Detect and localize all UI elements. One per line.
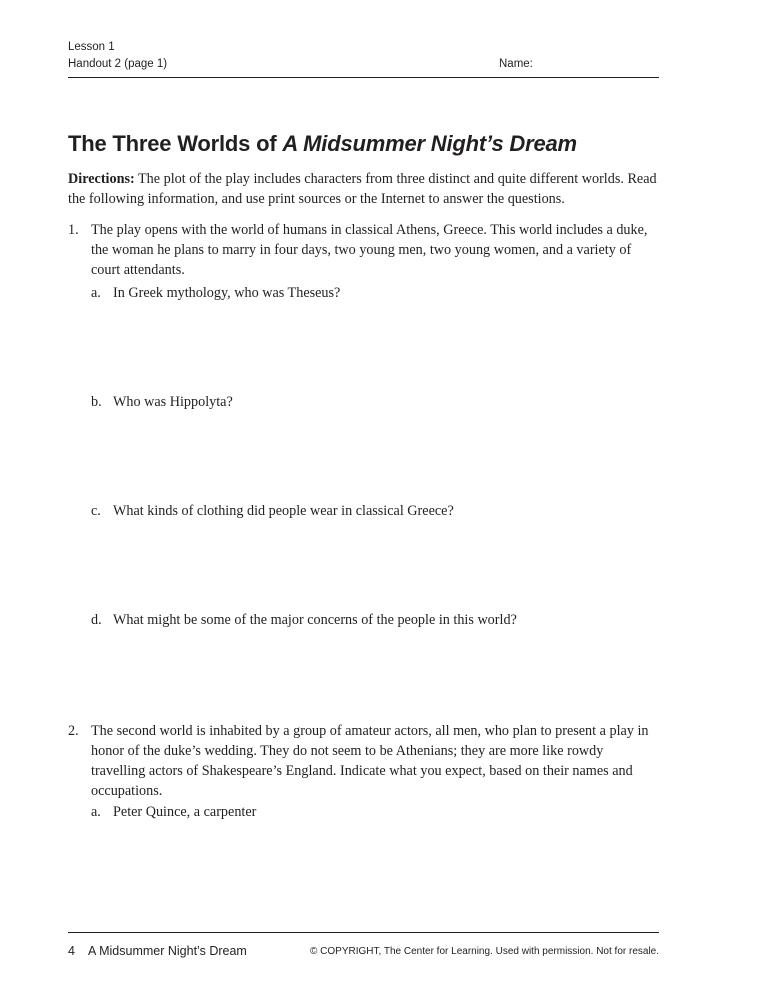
sub-question-text: Peter Quince, a carpenter <box>113 804 257 820</box>
directions-label: Directions: <box>68 171 135 187</box>
sub-question-text: What kinds of clothing did people wear in classical Greece? <box>113 503 454 519</box>
directions-text: The plot of the play includes characters from three distinct and quite different worlds. Read the following information, and use print sources or the Internet to answer the questions. <box>68 171 657 207</box>
sub-question <box>91 501 454 521</box>
footer-book-title: A Midsummer Night’s Dream <box>88 944 247 958</box>
sub-question <box>91 283 340 303</box>
title-prefix: The Three Worlds of <box>68 131 283 156</box>
footer-divider <box>68 932 659 933</box>
sub-question <box>91 392 233 412</box>
footer-left <box>68 944 247 958</box>
question-text: The second world is inhabited by a group of amateur actors, all men, who plan to present a play in honor of the duke’s wedding. They do not seem to be Athenians; they are more like rowdy travelling actors of Shakespeare’s England. Indicate what you expect, based on their names and occupations. <box>91 723 649 799</box>
header-divider <box>68 77 659 78</box>
sub-question-letter: b. <box>91 394 102 410</box>
question-number: 1. <box>68 222 79 238</box>
lesson-label: Lesson 1 <box>68 41 115 53</box>
sub-question <box>91 610 517 630</box>
page-title <box>68 131 577 157</box>
sub-question-text: What might be some of the major concerns of the people in this world? <box>113 612 517 628</box>
sub-question-letter: a. <box>91 804 101 820</box>
page-number: 4 <box>68 944 75 958</box>
question-text: The play opens with the world of humans in classical Athens, Greece. This world includes a duke, the woman he plans to marry in four days, two young men, two young women, and a variety of court attendants. <box>91 222 648 278</box>
title-italic: A Midsummer Night’s Dream <box>282 131 577 156</box>
sub-question-letter: c. <box>91 503 101 519</box>
sub-question-text: Who was Hippolyta? <box>113 394 233 410</box>
handout-label: Handout 2 (page 1) <box>68 58 168 70</box>
sub-question-text: In Greek mythology, who was Theseus? <box>113 285 341 301</box>
directions <box>68 169 660 209</box>
sub-question-letter: a. <box>91 285 101 301</box>
name-label: Name: <box>499 58 533 70</box>
question-number: 2. <box>68 723 79 739</box>
sub-question-letter: d. <box>91 612 102 628</box>
copyright-notice: © COPYRIGHT, The Center for Learning. Used with permission. Not for resale. <box>310 946 659 957</box>
sub-question <box>91 802 256 822</box>
